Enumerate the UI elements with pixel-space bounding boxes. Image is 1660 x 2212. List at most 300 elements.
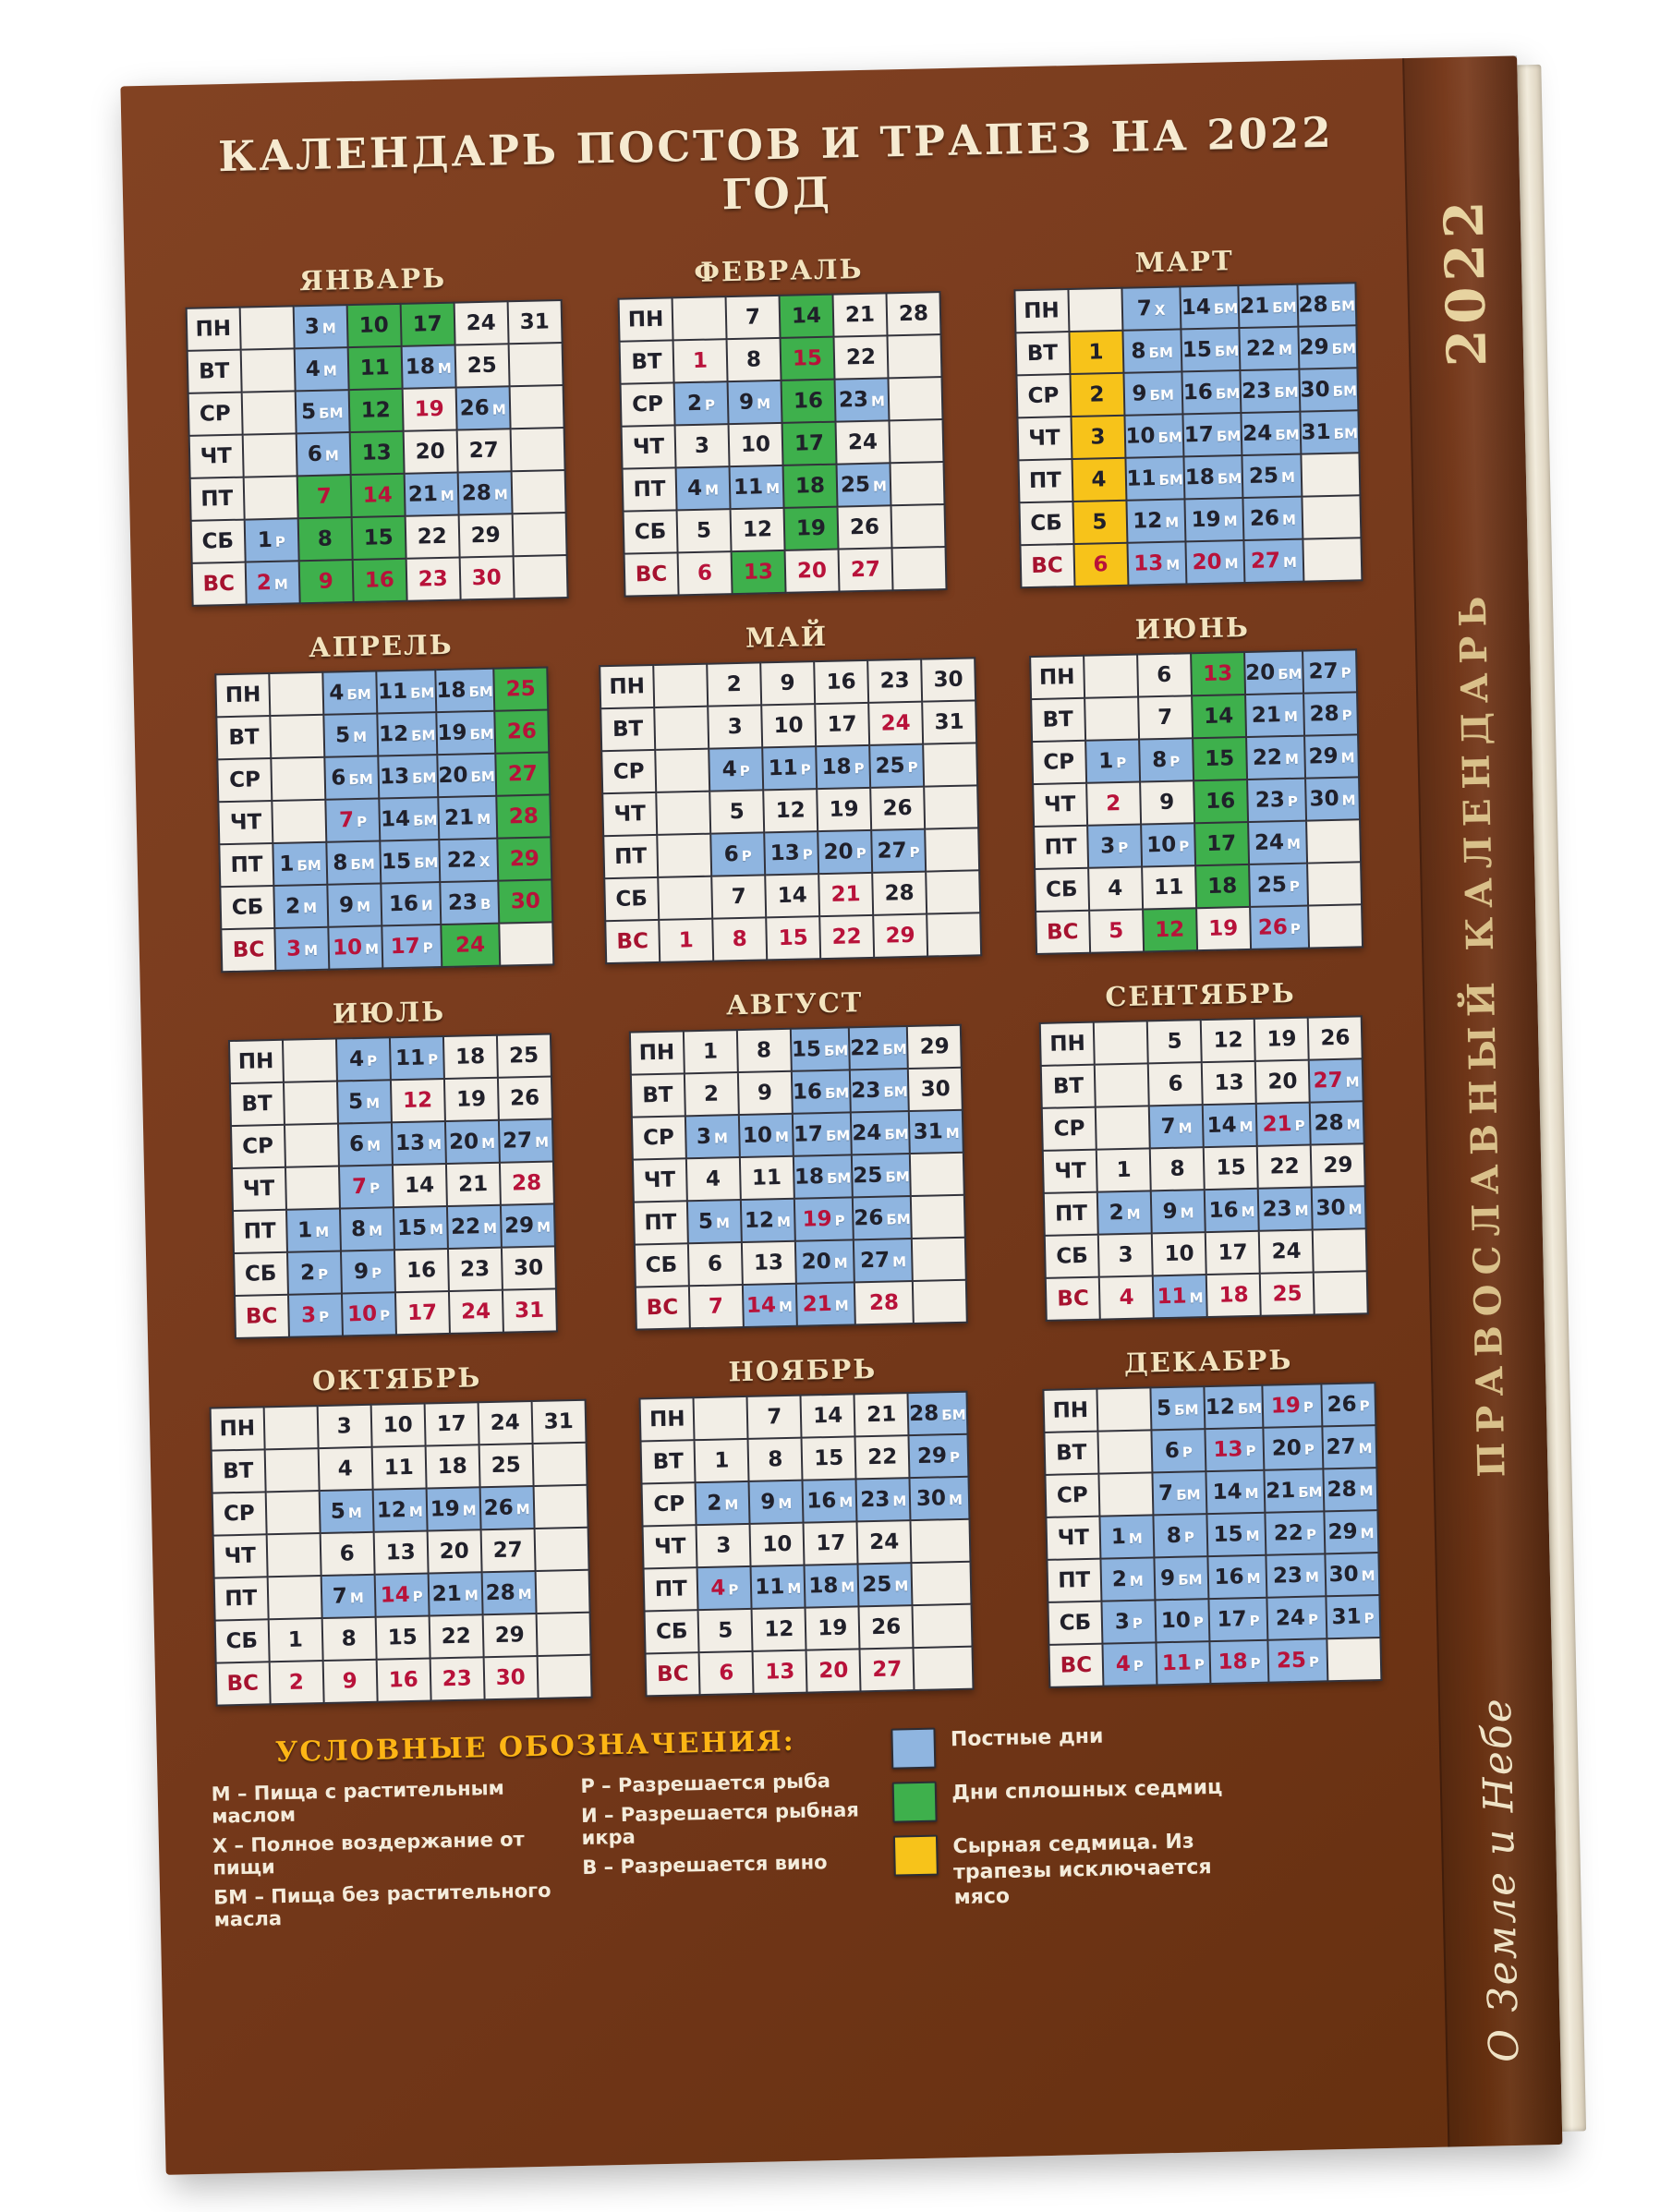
day-label: ВС [605, 920, 660, 963]
day-cell [1327, 1638, 1381, 1681]
day-cell [536, 1613, 590, 1656]
day-cell: 13 [1202, 1061, 1256, 1105]
day-cell: 30 [483, 1656, 538, 1699]
day-cell: 5 [677, 509, 732, 552]
day-cell: 28 БМ [908, 1392, 967, 1435]
day-cell: 13 [753, 1650, 807, 1694]
day-cell: 20 Р [818, 830, 872, 874]
day-label: ПН [229, 1040, 284, 1083]
day-cell: 2 М [245, 561, 299, 604]
day-cell: 24 Р [1267, 1596, 1327, 1639]
day-cell: 5 БМ [1150, 1386, 1205, 1430]
day-cell: 21 М [428, 1572, 482, 1615]
day-cell: 23 М [1266, 1553, 1326, 1597]
day-cell: 23 В [440, 881, 499, 925]
day-cell: 26 [838, 505, 892, 549]
day-cell [1097, 1430, 1152, 1473]
month-июль [194, 993, 590, 1340]
day-cell: 12 БМ [378, 712, 437, 755]
day-cell: 14 [1192, 695, 1246, 738]
day-cell: 21 БМ [1239, 284, 1298, 328]
day-cell: 30 М [910, 1477, 969, 1520]
day-cell: 8 Р [1139, 738, 1194, 781]
day-cell: 6 М [338, 1122, 393, 1166]
day-cell: 29 Р [909, 1434, 968, 1478]
day-cell: 24 М [1248, 821, 1307, 864]
day-cell [241, 391, 296, 434]
day-cell: 11 М [730, 465, 784, 509]
day-cell [499, 922, 553, 965]
month-апрель [186, 626, 582, 973]
day-cell: 21 М [404, 473, 458, 516]
day-cell: 24 [454, 301, 508, 344]
day-cell: 4 М [294, 347, 348, 391]
day-label: СР [631, 1116, 685, 1159]
day-cell: 11 [739, 1156, 794, 1200]
day-cell [511, 470, 565, 514]
day-cell [913, 1604, 972, 1648]
day-cell: 1 [673, 339, 728, 382]
day-cell: 3 [675, 424, 730, 467]
day-cell: 5 М [337, 1080, 392, 1123]
day-cell: 17 Р [382, 925, 442, 968]
day-cell: 18 БМ [1183, 455, 1242, 499]
day-cell: 26 [870, 787, 925, 830]
day-cell: 30 М [1305, 777, 1360, 820]
day-cell: 23 БМ [1241, 369, 1300, 413]
day-label: ПТ [213, 1577, 268, 1620]
day-cell: 6 [320, 1532, 374, 1576]
day-cell: 16 М [803, 1479, 857, 1522]
day-label: ПН [1030, 656, 1084, 699]
month-table [185, 299, 568, 607]
day-cell: 3 [697, 1524, 751, 1567]
day-cell: 15 БМ [790, 1027, 849, 1070]
day-label: ПТ [1018, 459, 1072, 502]
day-label: ЧТ [1017, 417, 1072, 460]
day-cell [1068, 288, 1122, 332]
day-cell: 7 БМ [1152, 1471, 1206, 1515]
legend [210, 1711, 1414, 1930]
day-cell [270, 672, 324, 716]
day-cell [512, 513, 566, 556]
day-cell: 19 БМ [436, 711, 495, 755]
day-cell: 7 [747, 1396, 802, 1439]
day-cell: 4 [1099, 1275, 1154, 1319]
day-cell: 20 М [794, 1239, 854, 1283]
day-label: ПТ [1047, 1559, 1101, 1602]
day-cell [912, 1238, 966, 1281]
day-label: ВС [1020, 544, 1074, 587]
day-cell: 29 БМ [1298, 325, 1357, 369]
day-cell: 13 [373, 1531, 428, 1575]
day-cell: 1 БМ [273, 842, 328, 886]
month-title: ИЮНЬ [1134, 610, 1251, 646]
day-cell [534, 1528, 588, 1571]
month-декабрь [1013, 1341, 1410, 1688]
day-cell: 30 М [1325, 1553, 1379, 1596]
day-label: ПТ [233, 1210, 287, 1253]
day-cell: 17 БМ [1182, 413, 1242, 456]
day-label: ВТ [211, 1449, 265, 1493]
day-cell: 21 М [1245, 694, 1304, 737]
day-cell: 15 [1193, 737, 1247, 780]
day-cell: 11 Р [390, 1036, 444, 1080]
day-cell: 19 [806, 1606, 860, 1650]
day-cell: 5 [1089, 909, 1144, 952]
day-cell: 27 [839, 548, 893, 591]
day-cell: 31 Р [1326, 1595, 1380, 1638]
month-сентябрь [1005, 975, 1401, 1323]
day-cell: 5 БМ [295, 390, 349, 433]
day-cell: 15 [781, 337, 835, 381]
day-label: СР [601, 750, 656, 793]
day-cell [509, 385, 563, 429]
green-swatch-icon [892, 1782, 938, 1823]
day-cell [913, 1280, 967, 1324]
day-cell: 9 Р [341, 1250, 395, 1293]
day-cell: 15 БМ [1181, 328, 1240, 371]
day-cell: 29 [497, 837, 551, 880]
day-cell: 8 БМ [327, 840, 382, 884]
day-label: ПН [216, 673, 271, 717]
day-label: СБ [214, 1619, 269, 1662]
day-cell: 2 Р [674, 381, 729, 425]
day-label: ВС [1046, 1277, 1100, 1321]
day-label: ПН [1040, 1022, 1095, 1066]
day-cell: 5 [709, 790, 764, 833]
day-cell: 19 [1254, 1018, 1309, 1061]
day-cell: 23 М [1258, 1188, 1313, 1231]
day-cell [508, 343, 563, 386]
day-cell: 8 [712, 917, 767, 961]
day-label: ПТ [644, 1567, 698, 1611]
day-cell: 22 БМ [849, 1026, 908, 1070]
month-title: ЯНВАРЬ [298, 261, 447, 297]
day-label: ВС [191, 562, 246, 606]
day-cell [656, 792, 710, 835]
day-cell: 24 [835, 420, 890, 464]
day-label: ВС [215, 1662, 270, 1705]
day-cell: 29 [1311, 1143, 1365, 1187]
day-label: СБ [645, 1610, 699, 1653]
month-title: МАРТ [1134, 245, 1235, 279]
day-label: ПН [210, 1407, 264, 1450]
day-cell: 19 [1196, 907, 1251, 950]
day-cell: 17 [782, 422, 837, 465]
day-cell: 13 Р [1205, 1428, 1264, 1471]
day-cell: 18 [783, 465, 838, 508]
day-cell: 14 М [1203, 1104, 1257, 1147]
day-cell: 24 [449, 1290, 503, 1334]
day-cell [537, 1655, 591, 1698]
day-cell: 31 [531, 1400, 586, 1444]
day-cell: 18 [1195, 864, 1250, 908]
day-cell: 8 [321, 1617, 376, 1661]
day-label: ПН [600, 665, 654, 708]
legend-swatches [891, 1711, 1415, 1912]
day-cell: 9 БМ [1154, 1556, 1208, 1600]
day-cell: 6 БМ [325, 755, 380, 799]
day-cell: 2 М [1100, 1557, 1155, 1601]
day-cell: 4 БМ [323, 671, 378, 715]
day-cell [535, 1570, 589, 1614]
day-cell: 27 М [854, 1239, 913, 1282]
day-cell: 4 [318, 1447, 372, 1491]
day-cell: 8 [297, 517, 352, 561]
day-cell: 31 [507, 300, 562, 344]
day-cell: 30 [459, 556, 514, 599]
day-label: ЧТ [1033, 783, 1087, 827]
day-cell [923, 743, 977, 786]
day-cell: 5 М [686, 1200, 741, 1243]
day-cell: 1 Р [244, 518, 298, 562]
day-cell [1084, 697, 1139, 741]
day-label: ЧТ [219, 801, 273, 844]
day-cell: 19 [402, 388, 456, 431]
day-cell: 17 [1206, 1231, 1260, 1275]
month-title: СЕНТЯБРЬ [1104, 976, 1296, 1013]
day-cell [533, 1485, 588, 1529]
day-label: ПТ [623, 467, 677, 511]
day-cell: 12 М [740, 1199, 794, 1242]
day-cell: 17 [815, 703, 869, 746]
day-cell [911, 1519, 970, 1563]
day-cell: 16 [814, 660, 868, 704]
day-cell: 1 [268, 1618, 322, 1662]
day-cell [510, 428, 564, 471]
day-label: ВТ [230, 1082, 285, 1126]
day-cell: 22 Х [439, 839, 498, 882]
day-cell: 12 [763, 789, 818, 832]
day-cell: 15 [375, 1616, 430, 1660]
day-cell: 6 [699, 1651, 754, 1695]
day-cell: 31 М [909, 1110, 963, 1154]
day-label: СБ [221, 886, 275, 929]
day-cell: 30 [908, 1068, 963, 1111]
day-cell: 21 [446, 1163, 501, 1206]
day-cell: 16 БМ [791, 1070, 850, 1113]
month-title: НОЯБРЬ [728, 1352, 878, 1388]
day-cell: 3 М [685, 1115, 739, 1158]
day-cell: 20 [806, 1649, 861, 1692]
day-cell: 19 [817, 788, 871, 831]
day-cell: 8 [727, 338, 782, 381]
day-cell: 9 [760, 661, 815, 705]
day-cell [891, 547, 946, 590]
day-cell: 29 М [1304, 734, 1359, 778]
day-cell: 19 М [426, 1487, 480, 1530]
day-label: ВС [1048, 1644, 1103, 1687]
day-cell: 18 [443, 1035, 498, 1079]
day-cell: 1 [1097, 1148, 1151, 1191]
day-cell: 16 [782, 380, 836, 423]
legend-codes [210, 1723, 864, 1930]
day-cell [890, 462, 944, 505]
day-cell: 22 М [1240, 327, 1299, 370]
day-cell: 25 [493, 667, 548, 710]
day-cell: 18 М [401, 345, 455, 389]
legend-swatch-cheese-week [893, 1824, 1414, 1912]
day-cell: 18 Р [1209, 1640, 1268, 1684]
day-cell: 8 М [340, 1207, 394, 1251]
day-label: ЧТ [212, 1534, 267, 1577]
day-cell: 1 [683, 1030, 737, 1073]
day-cell: 26 [859, 1605, 914, 1649]
day-cell: 6 Р [710, 832, 765, 876]
day-cell: 1 [659, 919, 713, 962]
legend-code-i: И – Разрешается рыбная икра [580, 1798, 860, 1849]
day-cell: 4 Р [1102, 1642, 1157, 1686]
day-cell: 28 [854, 1281, 914, 1324]
day-label: СР [621, 382, 675, 426]
day-cell: 7 М [321, 1575, 375, 1618]
day-cell: 25 [497, 1034, 551, 1078]
day-cell: 22 [819, 915, 874, 959]
month-ноябрь [608, 1350, 1004, 1698]
swatch-label: Сырная седмица. Из трапезы исключается мясо [952, 1830, 1212, 1910]
day-cell: 11 Р [1156, 1641, 1210, 1685]
day-cell [911, 1195, 965, 1239]
day-cell: 11 [1142, 865, 1196, 909]
day-cell: 25 [1260, 1273, 1315, 1316]
day-label: ЧТ [188, 435, 243, 478]
swatch-label: Постные дни [950, 1724, 1104, 1752]
day-cell: 10 [1152, 1232, 1206, 1275]
day-cell: 10 Р [342, 1292, 396, 1336]
day-cell [532, 1443, 587, 1486]
day-cell: 7 Р [339, 1165, 394, 1208]
day-cell [1303, 538, 1362, 581]
month-title: ИЮЛЬ [332, 995, 446, 1030]
day-label: ВТ [630, 1073, 685, 1117]
month-май [592, 617, 988, 964]
day-label: СБ [1045, 1235, 1099, 1278]
day-cell: 29 [873, 914, 927, 958]
day-cell: 9 М [728, 381, 782, 424]
day-cell: 15 М [1206, 1513, 1266, 1556]
month-table [209, 1399, 592, 1707]
day-cell: 28 [872, 872, 927, 915]
day-cell: 15 [351, 516, 406, 560]
day-cell: 18 М [805, 1564, 859, 1607]
day-cell: 25 БМ [852, 1154, 911, 1197]
day-label: ВС [235, 1295, 289, 1338]
day-cell: 30 [498, 879, 552, 923]
day-cell [672, 296, 727, 340]
day-cell [1307, 862, 1362, 905]
day-cell [272, 757, 326, 801]
month-title: ОКТЯБРЬ [311, 1361, 482, 1397]
day-cell [1097, 1387, 1151, 1431]
day-cell: 12 М [372, 1489, 427, 1532]
day-cell [263, 1406, 318, 1449]
day-cell: 12 М [1126, 499, 1185, 542]
month-table [1013, 282, 1363, 588]
day-label: ВТ [1044, 1432, 1098, 1475]
month-table [1039, 1015, 1369, 1322]
day-cell: 1 М [1099, 1515, 1154, 1558]
day-cell: 7 [297, 475, 351, 518]
day-cell: 14 [765, 874, 819, 917]
day-label: ПН [640, 1397, 695, 1441]
day-cell: 14 [350, 474, 405, 517]
day-cell [1098, 1472, 1153, 1516]
day-label: ПН [1014, 289, 1069, 332]
day-cell: 22 [429, 1614, 483, 1658]
day-cell: 21 М [795, 1282, 854, 1325]
day-cell: 16 [1194, 780, 1248, 823]
day-cell [1096, 1106, 1150, 1149]
day-cell: 26 [494, 709, 549, 753]
day-cell: 24 БМ [1242, 412, 1301, 455]
day-cell [240, 348, 295, 392]
day-cell [914, 1647, 973, 1690]
spine-publisher: О Земле и Небе [1472, 1697, 1528, 2063]
day-cell: 30 М [1312, 1186, 1366, 1229]
day-cell: 12 [752, 1608, 806, 1651]
day-cell: 17 Р [1208, 1598, 1267, 1641]
day-label: ЧТ [622, 425, 676, 468]
day-cell: 25 Р [1268, 1638, 1327, 1682]
day-cell: 16 М [1205, 1189, 1259, 1232]
day-cell: 13 Р [764, 831, 818, 875]
day-cell [888, 377, 942, 420]
swatch-label: Дни сплошных седмиц [951, 1775, 1223, 1806]
day-cell: 1 [1069, 331, 1123, 374]
calendar-book-cover [120, 55, 1562, 2174]
day-cell: 6 [1137, 653, 1192, 696]
day-cell: 8 БМ [1122, 329, 1181, 372]
day-cell: 12 [1143, 908, 1197, 951]
day-cell: 28 [886, 292, 940, 335]
day-cell: 26 Р [1250, 906, 1309, 949]
day-cell: 6 [678, 551, 733, 595]
day-cell: 2 М [274, 885, 329, 928]
day-cell: 20 [785, 550, 840, 593]
day-label: ПТ [1044, 1192, 1098, 1236]
day-cell [242, 433, 297, 477]
legend-code-m: М – Пища с растительным маслом [211, 1776, 505, 1828]
day-cell: 1 [695, 1439, 749, 1482]
month-title: АПРЕЛЬ [308, 628, 454, 664]
day-cell: 19 Р [794, 1197, 853, 1240]
day-cell: 11 Р [762, 746, 817, 790]
day-cell: 23 БМ [850, 1069, 909, 1112]
day-label: ПТ [633, 1201, 687, 1244]
day-cell: 17 БМ [792, 1112, 851, 1155]
day-cell: 28 М [481, 1571, 536, 1614]
day-cell: 19 [444, 1078, 499, 1121]
day-cell: 10 М [329, 925, 383, 969]
day-cell [887, 334, 941, 378]
day-cell: 9 [737, 1071, 792, 1115]
day-cell: 21 БМ [1265, 1469, 1324, 1512]
day-cell: 23 [430, 1657, 484, 1700]
day-cell: 27 [860, 1648, 915, 1691]
day-cell: 4 Р [697, 1566, 752, 1610]
day-cell: 20 [403, 430, 457, 474]
day-cell: 1 М [286, 1209, 341, 1252]
day-label: ВТ [620, 340, 674, 383]
day-cell: 31 БМ [1300, 410, 1359, 453]
day-cell: 23 [448, 1248, 503, 1291]
day-cell: 2 [684, 1072, 738, 1116]
day-label: СР [1042, 1107, 1097, 1151]
day-label: СБ [1019, 502, 1073, 545]
day-cell: 12 [348, 389, 403, 432]
day-cell: 10 [346, 304, 401, 347]
